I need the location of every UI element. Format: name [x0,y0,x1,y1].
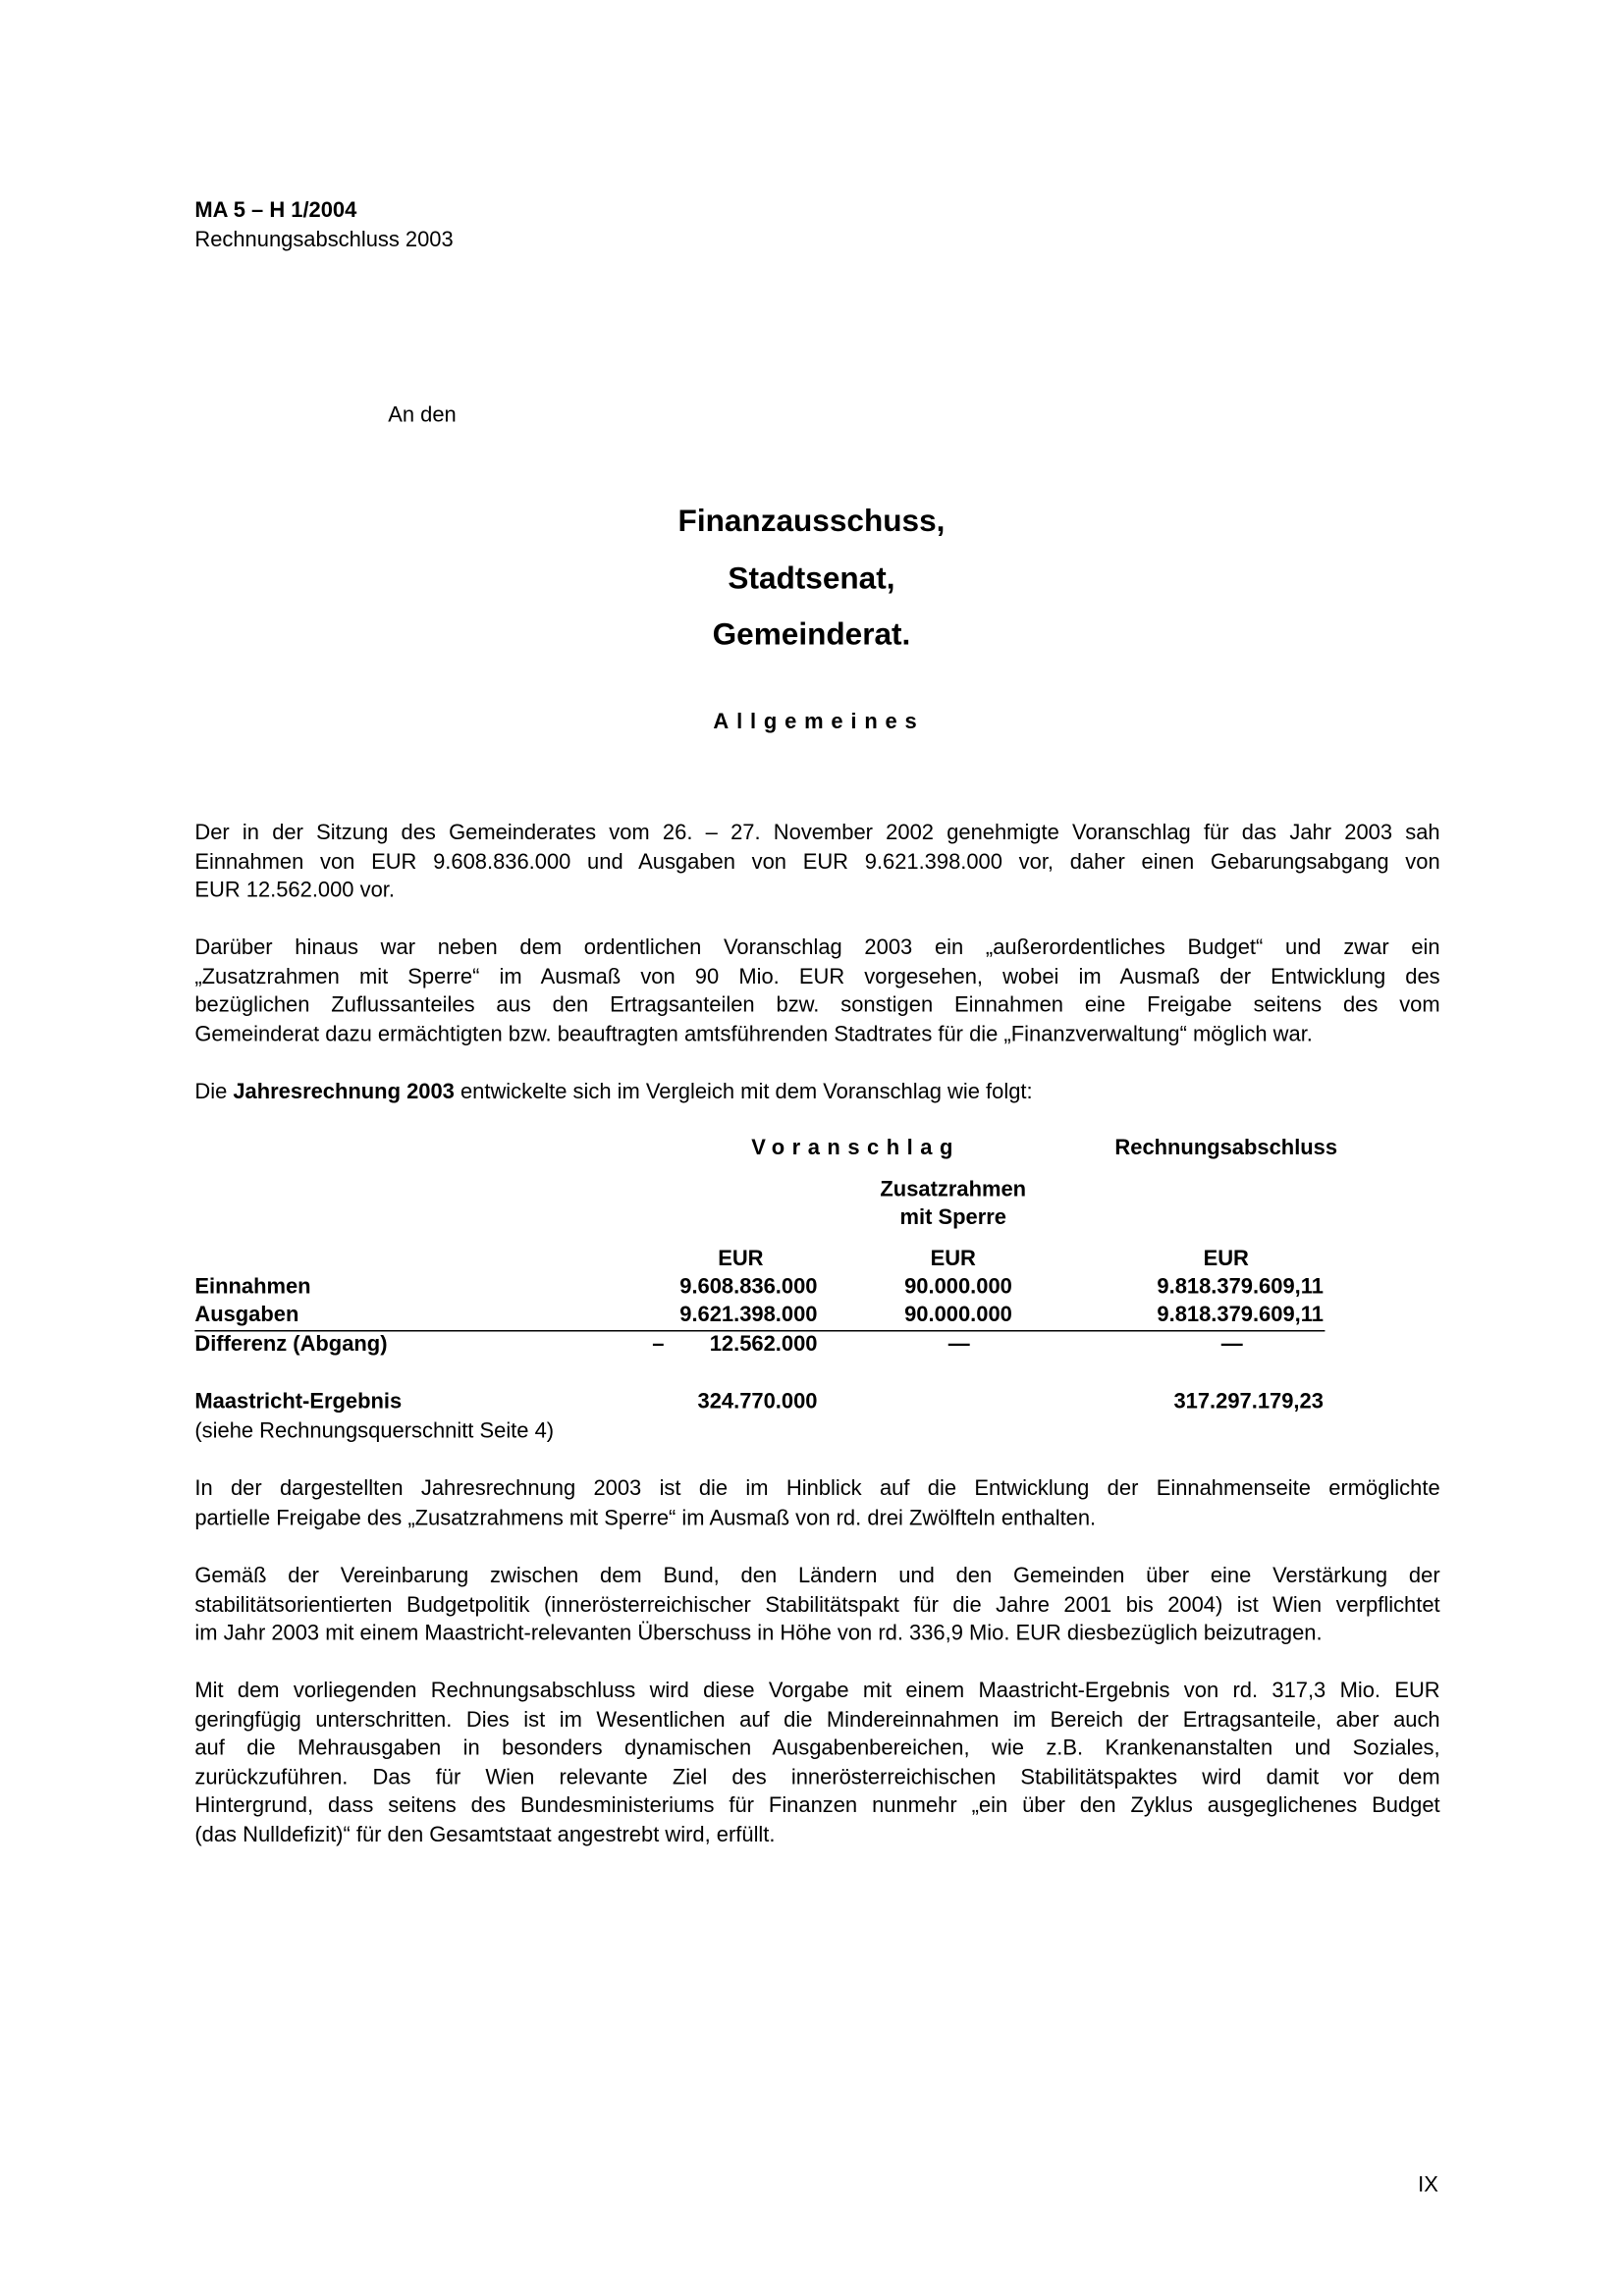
paragraph-line: „Zusatzrahmen mit Sperre“ im Ausmaß von 90 Mio. EUR vorgesehen, wobei im Ausmaß der Entwicklung des [194,965,1440,989]
addressee-gemeinderat: Gemeinderat. [712,617,911,652]
page-number: IX [1418,2173,1438,2198]
intro-suffix: entwickelte sich im Vergleich mit dem Voranschlag wie folgt: [454,1081,1033,1105]
row-label-maastricht: Maastricht-Ergebnis [194,1390,403,1415]
cell-ausgaben-zusatz: 90.000.000 [904,1303,1012,1327]
paragraph-line: Mit dem vorliegenden Rechnungsabschluss wird diese Vorgabe mit einem Maastricht-Ergebnis von rd. 317,3 Mio. EUR [194,1680,1440,1704]
salutation: An den [388,403,457,428]
column-header-rechnungsabschluss: Rechnungsabschluss [1114,1137,1338,1161]
paragraph-stabilitaetspakt [194,1563,1439,1649]
section-title: Allgemeines [713,711,925,735]
paragraph-line: auf die Mehrausgaben in besonders dynamischen Ausgabenbereichen, wie z.B. Krankenanstalten und Soziales, [194,1736,1440,1761]
cell-differenz-voranschlag: 12.562.000 [709,1332,818,1358]
intro-prefix: Die [194,1081,234,1105]
cell-einnahmen-voranschlag: 9.608.836.000 [679,1275,818,1300]
paragraph-line: Gemäß der Vereinbarung zwischen dem Bund, den Ländern und den Gemeinden über eine Verstärkung der [194,1564,1440,1588]
reference-number: MA 5 – H 1/2004 [194,198,357,223]
paragraph-line: bezüglichen Zuflussanteiles aus den Ertragsanteilen bzw. sonstigen Einnahmen eine Freigabe seitens des vom [194,993,1440,1018]
intro-emphasis: Jahresrechnung 2003 [233,1081,455,1105]
column-header-mit-sperre: mit Sperre [899,1205,1006,1230]
paragraph-freigabe [194,1476,1439,1534]
addressee-stadtsenat: Stadtsenat, [728,561,895,596]
document-subtitle: Rechnungsabschluss 2003 [194,228,454,252]
paragraph-line: Hintergrund, dass seitens des Bundesministeriums für Finanzen nunmehr „ein über den Zyklus ausgeglichenes Budget [194,1794,1440,1819]
paragraph-line: Der in der Sitzung des Gemeinderates vom 26. – 27. November 2002 genehmigte Voranschlag für das Jahr 2003 sah [194,821,1440,845]
paragraph-line: stabilitätsorientierten Budgetpolitik (innerösterreichischer Stabilitätspakt für die Jahre 2001 bis 2004) ist Wien verpflichtet [194,1593,1440,1618]
cell-maastricht-rechnung: 317.297.179,23 [1173,1390,1324,1415]
paragraph-line: Darüber hinaus war neben dem ordentlichen Voranschlag 2003 ein „außerordentliches Budget“ und zwar ein [194,935,1440,960]
cell-einnahmen-rechnung: 9.818.379.609,11 [1157,1275,1324,1300]
column-header-voranschlag: Voranschlag [751,1137,960,1161]
paragraph-line: In der dargestellten Jahresrechnung 2003 ist die im Hinblick auf die Entwicklung der Einnahmenseite ermöglichte [194,1477,1440,1502]
paragraph-line: zurückzuführen. Das für Wien relevante Ziel des innerösterreichischen Stabilitätspaktes wird damit vor dem [194,1766,1440,1790]
cell-differenz-rechnung: — [1220,1332,1243,1358]
currency-zusatz: EUR [930,1247,976,1271]
addressee-finanzausschuss: Finanzausschuss, [677,504,946,539]
row-label-ausgaben: Ausgaben [194,1303,299,1327]
currency-voranschlag: EUR [718,1247,764,1271]
paragraph-line: EUR 12.562.000 vor. [194,879,395,903]
paragraph-line: geringfügig unterschritten. Dies ist im Wesentlichen auf die Mindereinnahmen im Bereich der Ertragsanteile, aber auch [194,1708,1440,1733]
paragraph-line: partielle Freigabe des „Zusatzrahmens mit Sperre“ im Ausmaß von rd. drei Zwölfteln enthalten. [194,1506,1097,1530]
paragraph-ergebnis [194,1679,1439,1852]
cell-maastricht-voranschlag: 324.770.000 [697,1390,818,1415]
paragraph-line: im Jahr 2003 mit einem Maastricht-relevanten Überschuss in Höhe von rd. 336,9 Mio. EUR diesbezüglich beizutragen. [194,1622,1323,1646]
maastricht-note: (siehe Rechnungsquerschnitt Seite 4) [194,1419,555,1444]
currency-rechnung: EUR [1203,1247,1249,1271]
cell-differenz-sign: – [652,1332,665,1358]
cell-ausgaben-voranschlag: 9.621.398.000 [679,1303,818,1327]
column-header-zusatzrahmen: Zusatzrahmen [880,1178,1027,1202]
cell-differenz-zusatz: — [947,1332,970,1358]
cell-einnahmen-zusatz: 90.000.000 [904,1275,1012,1300]
cell-ausgaben-rechnung: 9.818.379.609,11 [1157,1303,1324,1327]
paragraph-line: Einnahmen von EUR 9.608.836.000 und Ausgaben von EUR 9.621.398.000 vor, daher einen Gebarungsabgang von [194,850,1440,875]
paragraph-line: Gemeinderat dazu ermächtigten bzw. beauftragten amtsführenden Stadtrates für die „Finanzverwaltung“ möglich war. [194,1023,1313,1047]
row-label-einnahmen: Einnahmen [194,1275,311,1300]
paragraph-line: (das Nulldefizit)“ für den Gesamtstaat angestrebt wird, erfüllt. [194,1824,776,1848]
row-label-differenz: Differenz (Abgang) [194,1332,388,1358]
